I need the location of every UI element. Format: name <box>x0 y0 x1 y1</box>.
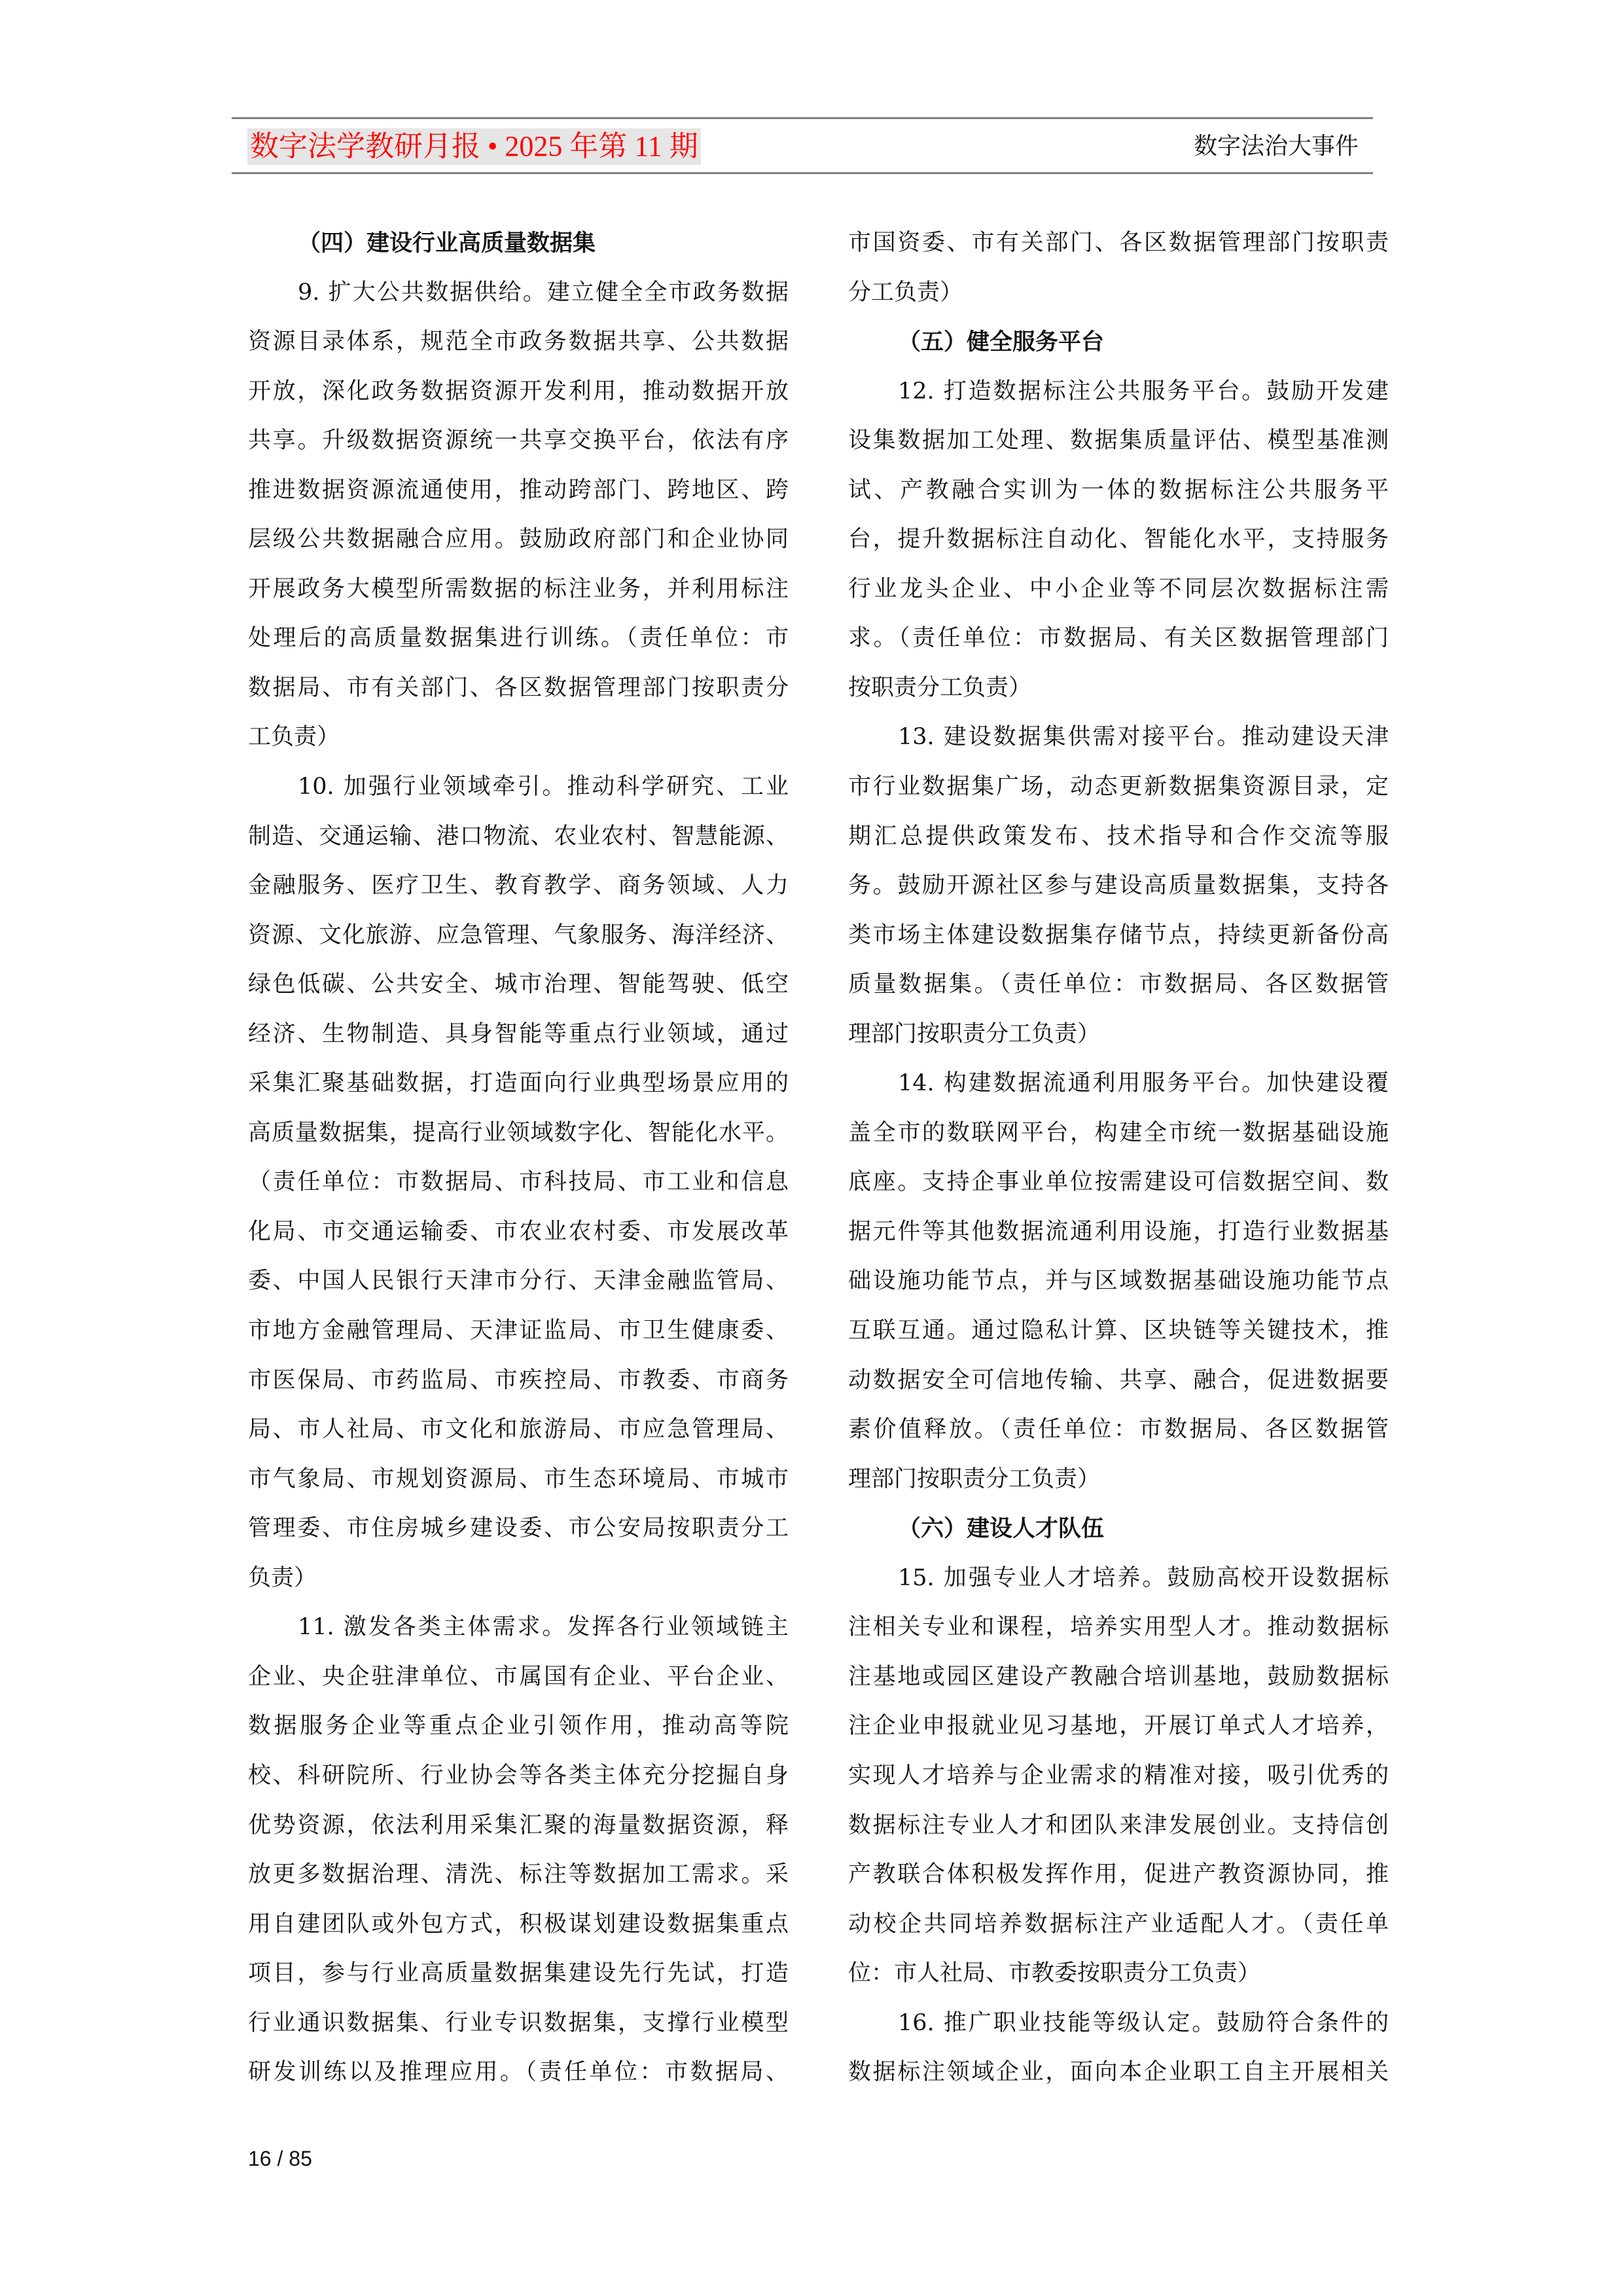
text-line: 层级公共数据融合应用。鼓励政府部门和企业协同 <box>248 526 789 553</box>
text-line: 委、中国人民银行天津市分行、天津金融监管局、 <box>248 1268 789 1295</box>
section-heading <box>248 219 789 268</box>
text-line: 企业、央企驻津单位、市属国有企业、平台企业、 <box>248 1663 789 1690</box>
text-line: 资源目录体系，规范全市政务数据共享、公共数据 <box>248 329 789 355</box>
text-line: 放更多数据治理、清洗、标注等数据加工需求。采 <box>248 1861 789 1888</box>
text-line: 化局、市交通运输委、市农业农村委、市发展改革 <box>248 1218 789 1245</box>
paragraph <box>848 367 1389 713</box>
text-line: 资源、文化旅游、应急管理、气象服务、海洋经济、 <box>248 922 789 948</box>
paragraph <box>848 219 1389 317</box>
text-line: 底座。支持企事业单位按需建设可信数据空间、数 <box>848 1169 1389 1196</box>
text-line: 务。鼓励开源社区参与建设高质量数据集，支持各 <box>848 872 1389 899</box>
text-line: 市医保局、市药监局、市疾控局、市教委、市商务 <box>248 1367 789 1393</box>
text-line: 盖全市的数联网平台，构建全市统一数据基础设施 <box>848 1119 1389 1146</box>
text-line: 素价值释放。（责任单位：市数据局、各区数据管 <box>848 1416 1389 1443</box>
text-line: 工负责） <box>248 724 340 751</box>
text-line: 推进数据资源流通使用，推动跨部门、跨地区、跨 <box>248 476 789 503</box>
text-line: 项目，参与行业高质量数据集建设先行先试，打造 <box>248 1960 789 1987</box>
paragraph <box>848 1059 1389 1504</box>
text-line: 质量数据集。（责任单位：市数据局、各区数据管 <box>848 971 1389 998</box>
text-line: 市国资委、市有关部门、各区数据管理部门按职责 <box>848 230 1389 256</box>
text-line: 实现人才培养与企业需求的精准对接，吸引优秀的 <box>848 1762 1389 1789</box>
text-line: 动数据安全可信地传输、共享、融合，促进数据要 <box>848 1367 1389 1393</box>
heading-text: （五）健全服务平台 <box>898 329 1105 356</box>
text-line: 9. 扩大公共数据供给。建立健全全市政务数据 <box>298 279 789 306</box>
text-line: 优势资源，依法利用采集汇聚的海量数据资源，释 <box>248 1812 789 1839</box>
text-line: 管理委、市住房城乡建设委、市公安局按职责分工 <box>248 1515 789 1542</box>
text-line: 期汇总提供政策发布、技术指导和合作交流等服 <box>848 823 1389 850</box>
text-line: 经济、生物制造、具身智能等重点行业领域，通过 <box>248 1020 789 1047</box>
text-line: 用自建团队或外包方式，积极谋划建设数据集重点 <box>248 1910 789 1937</box>
text-line: 采集汇聚基础数据，打造面向行业典型场景应用的 <box>248 1070 789 1097</box>
text-line: 高质量数据集，提高行业领域数字化、智能化水平。 <box>248 1119 789 1146</box>
paragraph <box>248 1603 789 2097</box>
text-line: 位：市人社局、市教委按职责分工负责） <box>848 1960 1261 1987</box>
left-column <box>248 219 789 2098</box>
text-line: 台，提升数据标注自动化、智能化水平，支持服务 <box>848 526 1389 553</box>
text-line: 绿色低碳、公共安全、城市治理、智能驾驶、低空 <box>248 971 789 998</box>
text-line: 行业龙头企业、中小企业等不同层次数据标注需 <box>848 575 1389 602</box>
page-number: 16 / 85 <box>248 2147 312 2170</box>
text-line: 校、科研院所、行业协会等各类主体充分挖掘自身 <box>248 1762 789 1789</box>
text-line: 数据服务企业等重点企业引领作用，推动高等院 <box>248 1713 789 1740</box>
header-bottom-rule <box>232 172 1373 174</box>
text-line: 共享。升级数据资源统一共享交换平台，依法有序 <box>248 427 789 454</box>
paragraph <box>248 268 789 762</box>
paragraph <box>848 1999 1389 2098</box>
text-line: 求。（责任单位：市数据局、有关区数据管理部门 <box>848 625 1389 652</box>
header-top-rule <box>232 117 1373 119</box>
text-line: 分工负责） <box>848 279 963 306</box>
text-line: 局、市人社局、市文化和旅游局、市应急管理局、 <box>248 1416 789 1443</box>
section-title: 数字法治大事件 <box>1193 133 1359 160</box>
text-line: 产教联合体积极发挥作用，促进产教资源协同，推 <box>848 1861 1389 1888</box>
text-line: 开展政务大模型所需数据的标注业务，并利用标注 <box>248 575 789 602</box>
text-line: 数据局、市有关部门、各区数据管理部门按职责分 <box>248 674 789 701</box>
section-heading <box>848 1504 1389 1554</box>
text-line: 理部门按职责分工负责） <box>848 1020 1101 1047</box>
text-line: 负责） <box>248 1564 317 1591</box>
text-line: 11. 激发各类主体需求。发挥各行业领域链主 <box>298 1614 789 1641</box>
text-line: 市气象局、市规划资源局、市生态环境局、市城市 <box>248 1465 789 1492</box>
paragraph <box>248 762 789 1603</box>
text-line: 类市场主体建设数据集存储节点，持续更新备份高 <box>848 922 1389 948</box>
journal-title: 数字法学教研月报 • 2025 年第 11 期 <box>247 128 701 165</box>
text-line: 互联互通。通过隐私计算、区块链等关键技术，推 <box>848 1318 1389 1344</box>
heading-text: （六）建设人才队伍 <box>898 1515 1105 1543</box>
text-line: 16. 推广职业技能等级认定。鼓励符合条件的 <box>898 2009 1389 2036</box>
text-line: 按职责分工负责） <box>848 674 1032 701</box>
text-line: 设集数据加工处理、数据集质量评估、模型基准测 <box>848 427 1389 454</box>
text-line: 理部门按职责分工负责） <box>848 1465 1101 1492</box>
text-line: 研发训练以及推理应用。（责任单位：市数据局、 <box>248 2059 789 2086</box>
text-line: 制造、交通运输、港口物流、农业农村、智慧能源、 <box>248 823 789 850</box>
text-line: 注相关专业和课程，培养实用型人才。推动数据标 <box>848 1614 1389 1641</box>
text-line: 行业通识数据集、行业专识数据集，支撑行业模型 <box>248 2009 789 2036</box>
text-line: 13. 建设数据集供需对接平台。推动建设天津 <box>898 724 1389 751</box>
text-line: 市行业数据集广场，动态更新数据集资源目录，定 <box>848 774 1389 800</box>
text-line: 开放，深化政务数据资源开发利用，推动数据开放 <box>248 378 789 404</box>
text-line: 据元件等其他数据流通利用设施，打造行业数据基 <box>848 1218 1389 1245</box>
text-line: 10. 加强行业领域牵引。推动科学研究、工业 <box>298 774 789 800</box>
section-heading <box>848 317 1389 367</box>
paragraph <box>848 713 1389 1059</box>
text-line: 15. 加强专业人才培养。鼓励高校开设数据标 <box>898 1564 1389 1591</box>
text-line: 14. 构建数据流通利用服务平台。加快建设覆 <box>898 1070 1389 1097</box>
text-line: 金融服务、医疗卫生、教育教学、商务领域、人力 <box>248 872 789 899</box>
right-column <box>848 219 1389 2098</box>
text-line: 础设施功能节点，并与区域数据基础设施功能节点 <box>848 1268 1389 1295</box>
text-line: 处理后的高质量数据集进行训练。（责任单位：市 <box>248 625 789 652</box>
heading-text: （四）建设行业高质量数据集 <box>298 230 596 257</box>
text-line: 12. 打造数据标注公共服务平台。鼓励开发建 <box>898 378 1389 404</box>
text-line: （责任单位：市数据局、市科技局、市工业和信息 <box>248 1169 789 1196</box>
text-line: 注基地或园区建设产教融合培训基地，鼓励数据标 <box>848 1663 1389 1690</box>
text-line: 数据标注领域企业，面向本企业职工自主开展相关 <box>848 2059 1389 2086</box>
text-line: 数据标注专业人才和团队来津发展创业。支持信创 <box>848 1812 1389 1839</box>
paragraph <box>848 1554 1389 1999</box>
text-line: 试、产教融合实训为一体的数据标注公共服务平 <box>848 476 1389 503</box>
text-line: 市地方金融管理局、天津证监局、市卫生健康委、 <box>248 1318 789 1344</box>
text-line: 动校企共同培养数据标注产业适配人才。（责任单 <box>848 1910 1389 1937</box>
text-line: 注企业申报就业见习基地，开展订单式人才培养， <box>848 1713 1389 1740</box>
